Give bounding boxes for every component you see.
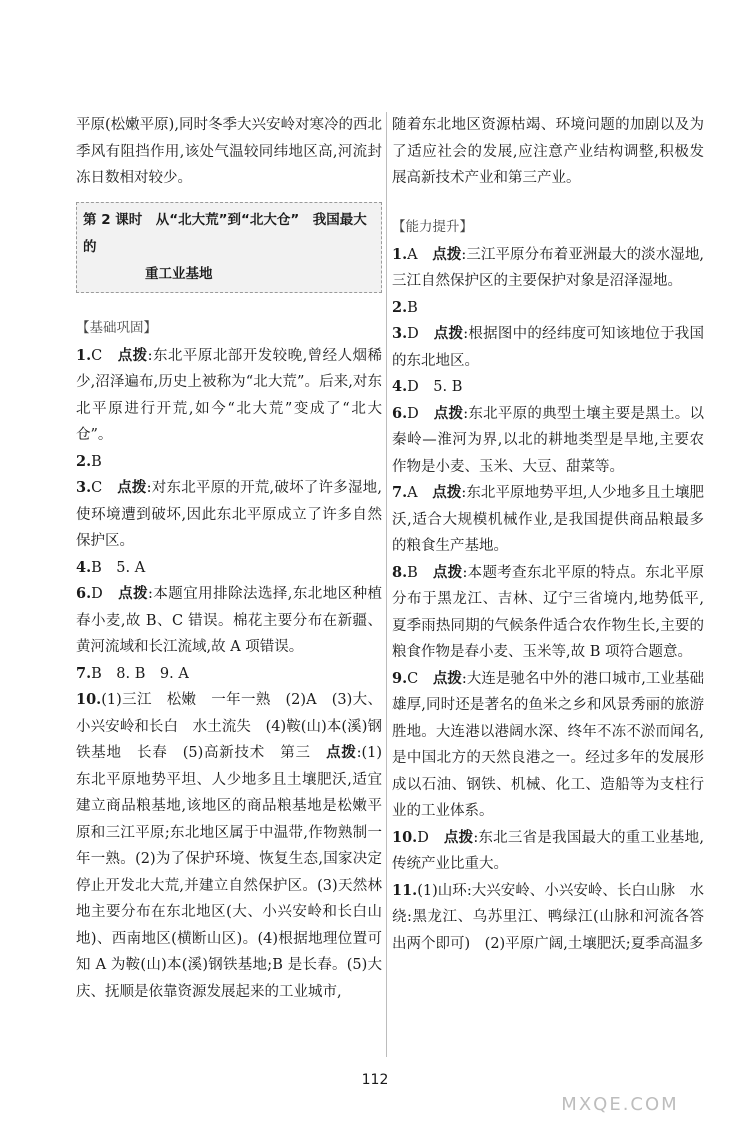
- item-explanation: :大连是驰名中外的港口城市,工业基础雄厚,同时还是著名的鱼米之乡和风景秀丽的旅游胜地。大连港以港阔水深、终年不冻不淤而闻名,是中国北方的天然良港之一。经过多年的发展形成以石油、钢铁、机械、化工、造船等为支柱行业的工业体系。: [392, 670, 705, 819]
- answer-item: [76, 449, 382, 476]
- answer-item: [392, 401, 704, 481]
- item-tip-label: 点拨: [117, 479, 147, 496]
- page-number: 112: [361, 1072, 389, 1088]
- answer-item: [392, 242, 704, 295]
- lesson-title-box: [76, 202, 382, 293]
- item-answer: B 8. B 9. A: [91, 665, 189, 682]
- item-number: 4.: [392, 378, 408, 395]
- item-number: 6.: [392, 404, 408, 422]
- item-number: 1.: [76, 346, 92, 364]
- answer-item: [76, 661, 382, 688]
- item-explanation: :东北平原北部开发较晚,曾经人烟稀少,沼泽遍布,历史上被称为“北大荒”。后来,对东北平原进行开荒,如今“北大荒”变成了“北大仓”。: [76, 347, 383, 443]
- item-tip-label: 点拨: [433, 325, 464, 342]
- item-number: 8.: [392, 563, 408, 581]
- item-number: 7.: [76, 664, 92, 682]
- item-answer: D: [91, 586, 103, 602]
- right-answer-list: [392, 242, 704, 958]
- item-answer: B: [91, 453, 102, 470]
- item-number: 3.: [76, 479, 92, 496]
- item-explanation: :根据图中的经纬度可知该地位于我国的东北地区。: [392, 326, 704, 369]
- item-explanation: :东北平原地势平坦,人少地多且土壤肥沃,适合大规模机械作业,是我国提供商品粮最多的粮食生产基地。: [392, 485, 705, 554]
- item-number: 2.: [76, 452, 92, 470]
- item-number: 6.: [76, 585, 92, 602]
- item-tip-label: 点拨: [432, 245, 462, 263]
- item-number: 7.: [392, 484, 408, 501]
- watermark-logo: MXQE.COM: [561, 1094, 679, 1115]
- item-explanation: :(1)东北平原地势平坦、人少地多且土壤肥沃,适宜建立商品粮基地,该地区的商品粮基地是松嫩平原和三江平原;东北地区属于中温带,作物熟制一年一熟。(2)为了保护环境、恢复生态,国家决定停止开发北大荒,并建立自然保护区。(3)天然林地主要分布在东北地区(大、小兴安岭和长白山地)、西南地区(横断山区)。(4)根据地理位置可知 A 为鞍(山)本(溪)钢铁基地;B 是长春。(5)大庆、抚顺是依靠资源发展起来的工业城市,: [76, 745, 383, 1000]
- item-tip-label: 点拨: [432, 669, 462, 687]
- answer-item: [392, 321, 704, 374]
- column-divider: [386, 112, 387, 1057]
- answer-item: [76, 687, 382, 1005]
- left-column: [76, 112, 382, 1005]
- right-continuation-text: 随着东北地区资源枯竭、环境问题的加剧以及为了适应社会的发展,应注意产业结构调整,积极发展高新技术产业和第三产业。: [392, 117, 704, 186]
- item-answer: D: [407, 405, 419, 422]
- item-explanation: :本题考查东北平原的特点。东北平原分布于黑龙江、吉林、辽宁三省境内,地势低平,夏季雨热同期的气候条件适合农作物生长,主要的粮食作物是春小麦、玉米等,故 B 项符合题意。: [392, 564, 705, 660]
- answer-item: [392, 560, 704, 666]
- item-answer: (1)山环:大兴安岭、小兴安岭、长白山脉 水绕:黑龙江、乌苏里江、鸭绿江(山脉和河流各答出两个即可) (2)平原广阔,土壤肥沃;夏季高温多: [392, 882, 704, 952]
- answer-item: [76, 581, 382, 661]
- item-answer: (1)三江 松嫩 一年一熟 (2)A (3)大、小兴安岭和长白 水土流失 (4)鞍(山)本(溪)钢铁基地 长春 (5)高新技术 第三: [76, 692, 382, 761]
- item-answer: C: [91, 347, 103, 364]
- item-number: 3.: [392, 325, 408, 342]
- item-number: 11.: [392, 881, 418, 899]
- item-number: 10.: [392, 828, 418, 846]
- item-answer: C: [407, 670, 419, 687]
- item-answer: C: [91, 480, 103, 496]
- item-answer: D: [417, 829, 429, 846]
- item-tip-label: 点拨: [117, 346, 148, 364]
- item-answer: B: [407, 299, 418, 316]
- answer-item: [392, 666, 704, 825]
- left-continuation-text: 平原(松嫩平原),同时冬季大兴安岭对寒冷的西北季风有阻挡作用,该处气温较同纬地区高,河流封冻日数相对较少。: [76, 117, 382, 186]
- answer-item: [392, 878, 704, 958]
- item-answer: A: [407, 246, 418, 263]
- answer-item: [76, 475, 382, 555]
- item-tip-label: 点拨: [443, 828, 474, 846]
- item-tip-label: 点拨: [432, 563, 463, 581]
- section-label-advanced: 【能力提升】: [392, 218, 473, 235]
- answer-item: [392, 825, 704, 878]
- item-tip-label: 点拨: [118, 585, 149, 602]
- item-explanation: :东北平原的典型土壤主要是黑土。以秦岭—淮河为界,以北的耕地类型是旱地,主要农作物是小麦、玉米、大豆、甜菜等。: [392, 405, 704, 475]
- answer-item: [392, 480, 704, 560]
- lesson-title-line2: 重工业基地: [145, 265, 213, 282]
- item-tip-label: 点拨: [432, 484, 462, 501]
- lesson-title-line1: 第 2 课时 从“北大荒”到“北大仓” 我国最大的: [83, 211, 367, 255]
- left-answer-list: [76, 343, 382, 1006]
- answer-item: [76, 555, 382, 582]
- item-explanation: :对东北平原的开荒,破坏了许多湿地,使环境遭到破坏,因此东北平原成立了许多自然保护区。: [76, 480, 383, 549]
- item-number: 2.: [392, 298, 408, 316]
- item-answer: B 5. A: [91, 559, 146, 576]
- item-answer: D: [407, 326, 419, 342]
- right-column: [392, 112, 704, 957]
- item-explanation: :本题宜用排除法选择,东北地区种植春小麦,故 B、C 错误。棉花主要分布在新疆、黄河流域和长江流域,故 A 项错误。: [76, 586, 382, 655]
- item-answer: B: [407, 564, 418, 581]
- item-answer: A: [407, 485, 418, 501]
- item-number: 10.: [76, 691, 102, 708]
- answer-item: [392, 374, 704, 401]
- answer-item: [392, 295, 704, 322]
- item-number: 4.: [76, 558, 92, 576]
- item-explanation: :三江平原分布着亚洲最大的淡水湿地,三江自然保护区的主要保护对象是沼泽湿地。: [392, 246, 705, 289]
- section-label-basic: 【基础巩固】: [76, 319, 157, 336]
- answer-item: [76, 343, 382, 449]
- item-tip-label: 点拨: [433, 404, 464, 422]
- item-number: 1.: [392, 245, 408, 263]
- item-explanation: :东北三省是我国最大的重工业基地,传统产业比重大。: [392, 829, 705, 872]
- item-tip-label: 点拨: [326, 744, 357, 761]
- item-number: 9.: [392, 669, 408, 687]
- item-answer: D 5. B: [407, 379, 463, 395]
